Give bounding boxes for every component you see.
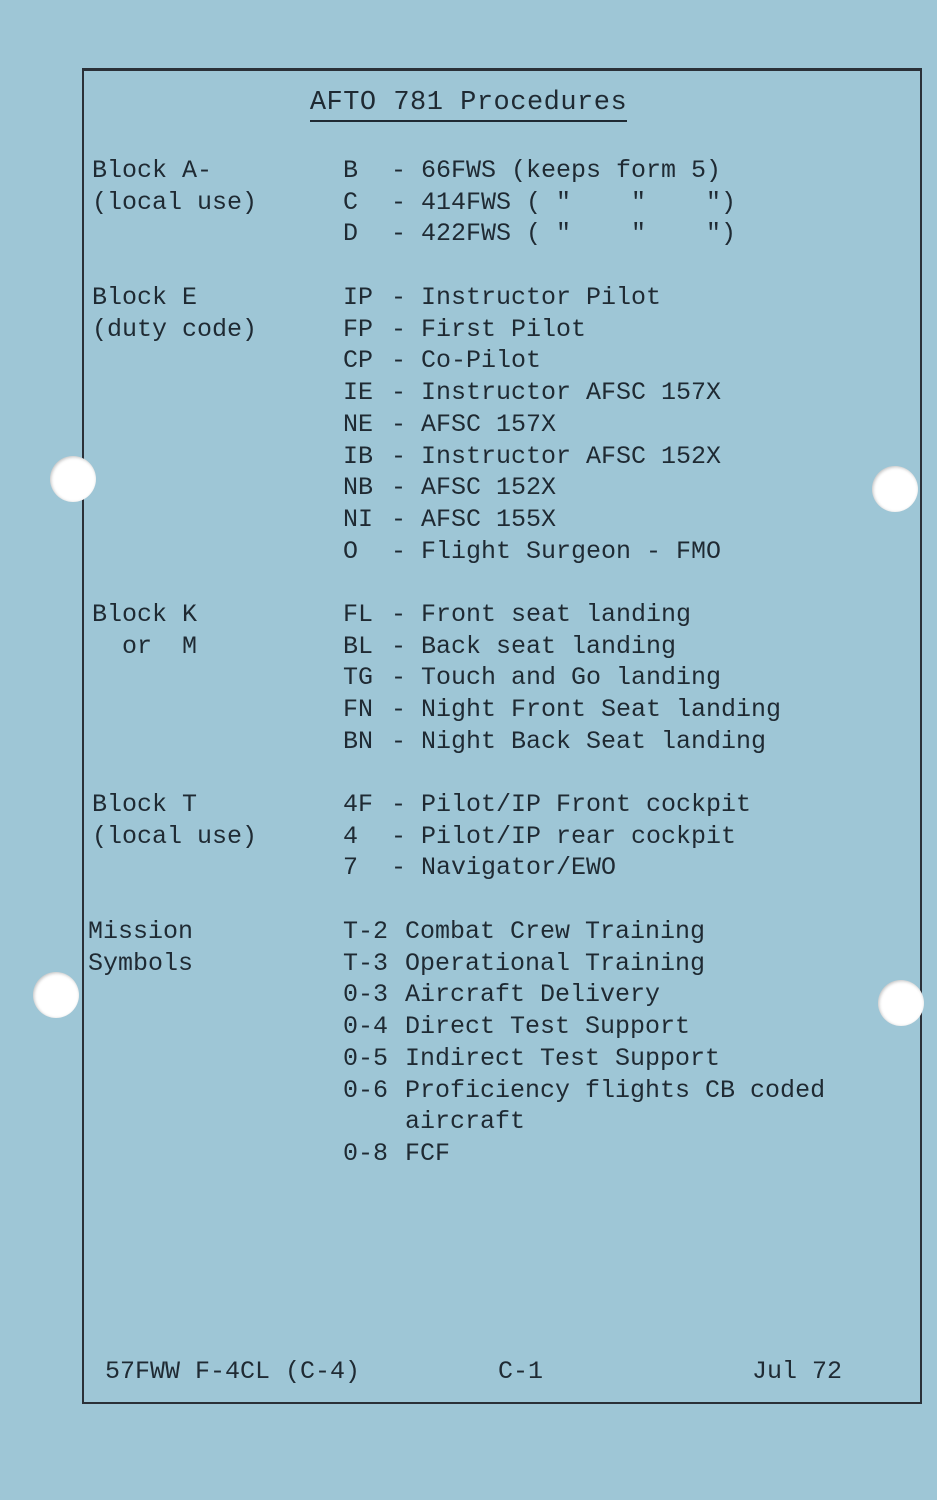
entry-desc: Front seat landing xyxy=(421,600,692,629)
list-item: D - 422FWS ( " " ") xyxy=(343,219,737,249)
entry-code: FP xyxy=(343,314,374,344)
footer-date: Jul 72 xyxy=(752,1357,843,1386)
entry-desc: Combat Crew Training xyxy=(405,917,706,946)
entry-desc: Night Front Seat landing xyxy=(421,695,782,725)
list-item: 4F - Pilot/IP Front cockpit xyxy=(343,790,752,819)
entry-desc: Operational Training xyxy=(405,948,706,978)
list-item xyxy=(343,1011,865,1043)
section-label: Block A- (local use) xyxy=(92,156,258,217)
entry-list xyxy=(343,282,721,567)
entry-code: 0-8 xyxy=(343,1138,389,1168)
entry-code: 4 xyxy=(343,821,359,851)
entry-desc: Direct Test Support xyxy=(405,1012,691,1042)
list-item: C - 414FWS ( " " ") xyxy=(343,187,737,217)
entry-code: BL xyxy=(343,631,374,661)
entry-code: T-2 xyxy=(343,917,389,946)
entry-code: NB xyxy=(343,473,374,503)
list-item: CP - Co-Pilot xyxy=(343,346,542,376)
entry-code: 0-6 xyxy=(343,1075,389,1105)
list-item: FN - Night Front Seat landing xyxy=(343,695,782,725)
entry-desc: Flight Surgeon - FMO xyxy=(421,536,722,566)
entry-desc: Instructor Pilot xyxy=(421,283,662,312)
entry-code: IB xyxy=(343,441,374,471)
entry-code: O xyxy=(343,536,359,566)
section-label: Block E (duty code) xyxy=(92,283,258,344)
entry-list xyxy=(343,599,781,758)
punch-hole xyxy=(33,972,79,1018)
section-label: Block T (local use) xyxy=(92,790,258,851)
entry-desc: AFSC 155X xyxy=(421,504,557,534)
entry-desc: Instructor AFSC 157X xyxy=(421,378,722,408)
list-item xyxy=(343,916,865,948)
entry-list xyxy=(343,916,865,1170)
entry-desc: AFSC 152X xyxy=(421,473,557,503)
list-item: NE - AFSC 157X xyxy=(343,409,557,439)
entry-desc: Co-Pilot xyxy=(421,346,542,376)
entry-code: IP xyxy=(343,283,374,312)
entry-list xyxy=(343,155,736,250)
entry-code: T-3 xyxy=(343,948,389,978)
entry-code: FL xyxy=(343,600,374,629)
entry-code: 0-5 xyxy=(343,1043,389,1073)
footer-page-number: C-1 xyxy=(498,1357,544,1386)
list-item xyxy=(343,948,865,980)
entry-code: IE xyxy=(343,378,374,408)
list-item: NI - AFSC 155X xyxy=(343,504,557,534)
entry-code: 4F xyxy=(343,790,374,819)
entry-code: B xyxy=(343,156,359,185)
list-item: BN - Night Back Seat landing xyxy=(343,726,767,756)
list-item: FP - First Pilot xyxy=(343,314,587,344)
entry-code: CP xyxy=(343,346,374,376)
entry-desc: Aircraft Delivery xyxy=(405,980,661,1010)
entry-desc: Back seat landing xyxy=(421,631,677,661)
entry-desc: Indirect Test Support xyxy=(405,1043,721,1073)
list-item: 7 - Navigator/EWO xyxy=(343,853,617,883)
list-item xyxy=(343,1043,865,1075)
punch-hole xyxy=(872,466,918,512)
entry-desc: 66FWS (keeps form 5) xyxy=(421,156,722,185)
entry-code: C xyxy=(343,187,359,217)
entry-desc: Proficiency flights CB coded aircraft xyxy=(405,1075,826,1137)
entry-desc: 414FWS ( " " ") xyxy=(421,187,737,217)
entry-code: 0-3 xyxy=(343,980,389,1010)
entry-code: 0-4 xyxy=(343,1012,389,1042)
section-label: Mission Symbols xyxy=(88,917,194,978)
entry-desc: Night Back Seat landing xyxy=(421,726,767,756)
entry-desc: FCF xyxy=(405,1138,451,1168)
footer-doc-id: 57FWW F-4CL (C-4) xyxy=(105,1357,361,1386)
entry-code: BN xyxy=(343,726,374,756)
entry-list xyxy=(343,789,751,884)
list-item: BL - Back seat landing xyxy=(343,631,677,661)
list-item: O - Flight Surgeon - FMO xyxy=(343,536,722,566)
list-item: FL - Front seat landing xyxy=(343,600,692,629)
entry-code: TG xyxy=(343,663,374,693)
entry-desc: First Pilot xyxy=(421,314,587,344)
list-item: IE - Instructor AFSC 157X xyxy=(343,378,722,408)
entry-code: FN xyxy=(343,695,374,725)
list-item: IB - Instructor AFSC 152X xyxy=(343,441,722,471)
list-item xyxy=(343,979,865,1011)
entry-code: NI xyxy=(343,504,374,534)
punch-hole xyxy=(50,456,96,502)
entry-desc: Pilot/IP rear cockpit xyxy=(421,821,737,851)
list-item xyxy=(343,1138,865,1170)
section-label: Block K or M xyxy=(92,600,198,661)
list-item: TG - Touch and Go landing xyxy=(343,663,722,693)
entry-desc: Navigator/EWO xyxy=(421,853,617,883)
entry-desc: 422FWS ( " " ") xyxy=(421,219,737,249)
list-item: 4 - Pilot/IP rear cockpit xyxy=(343,821,737,851)
list-item: B - 66FWS (keeps form 5) xyxy=(343,156,722,185)
entry-code: 7 xyxy=(343,853,359,883)
entry-code: NE xyxy=(343,409,374,439)
list-item: IP - Instructor Pilot xyxy=(343,283,662,312)
punch-hole xyxy=(878,980,924,1026)
entry-desc: Instructor AFSC 152X xyxy=(421,441,722,471)
entry-desc: Pilot/IP Front cockpit xyxy=(421,790,752,819)
page-title: AFTO 781 Procedures xyxy=(0,88,937,118)
entry-desc: AFSC 157X xyxy=(421,409,557,439)
list-item: NB - AFSC 152X xyxy=(343,473,557,503)
list-item xyxy=(343,1075,865,1138)
entry-desc: Touch and Go landing xyxy=(421,663,722,693)
entry-code: D xyxy=(343,219,359,249)
